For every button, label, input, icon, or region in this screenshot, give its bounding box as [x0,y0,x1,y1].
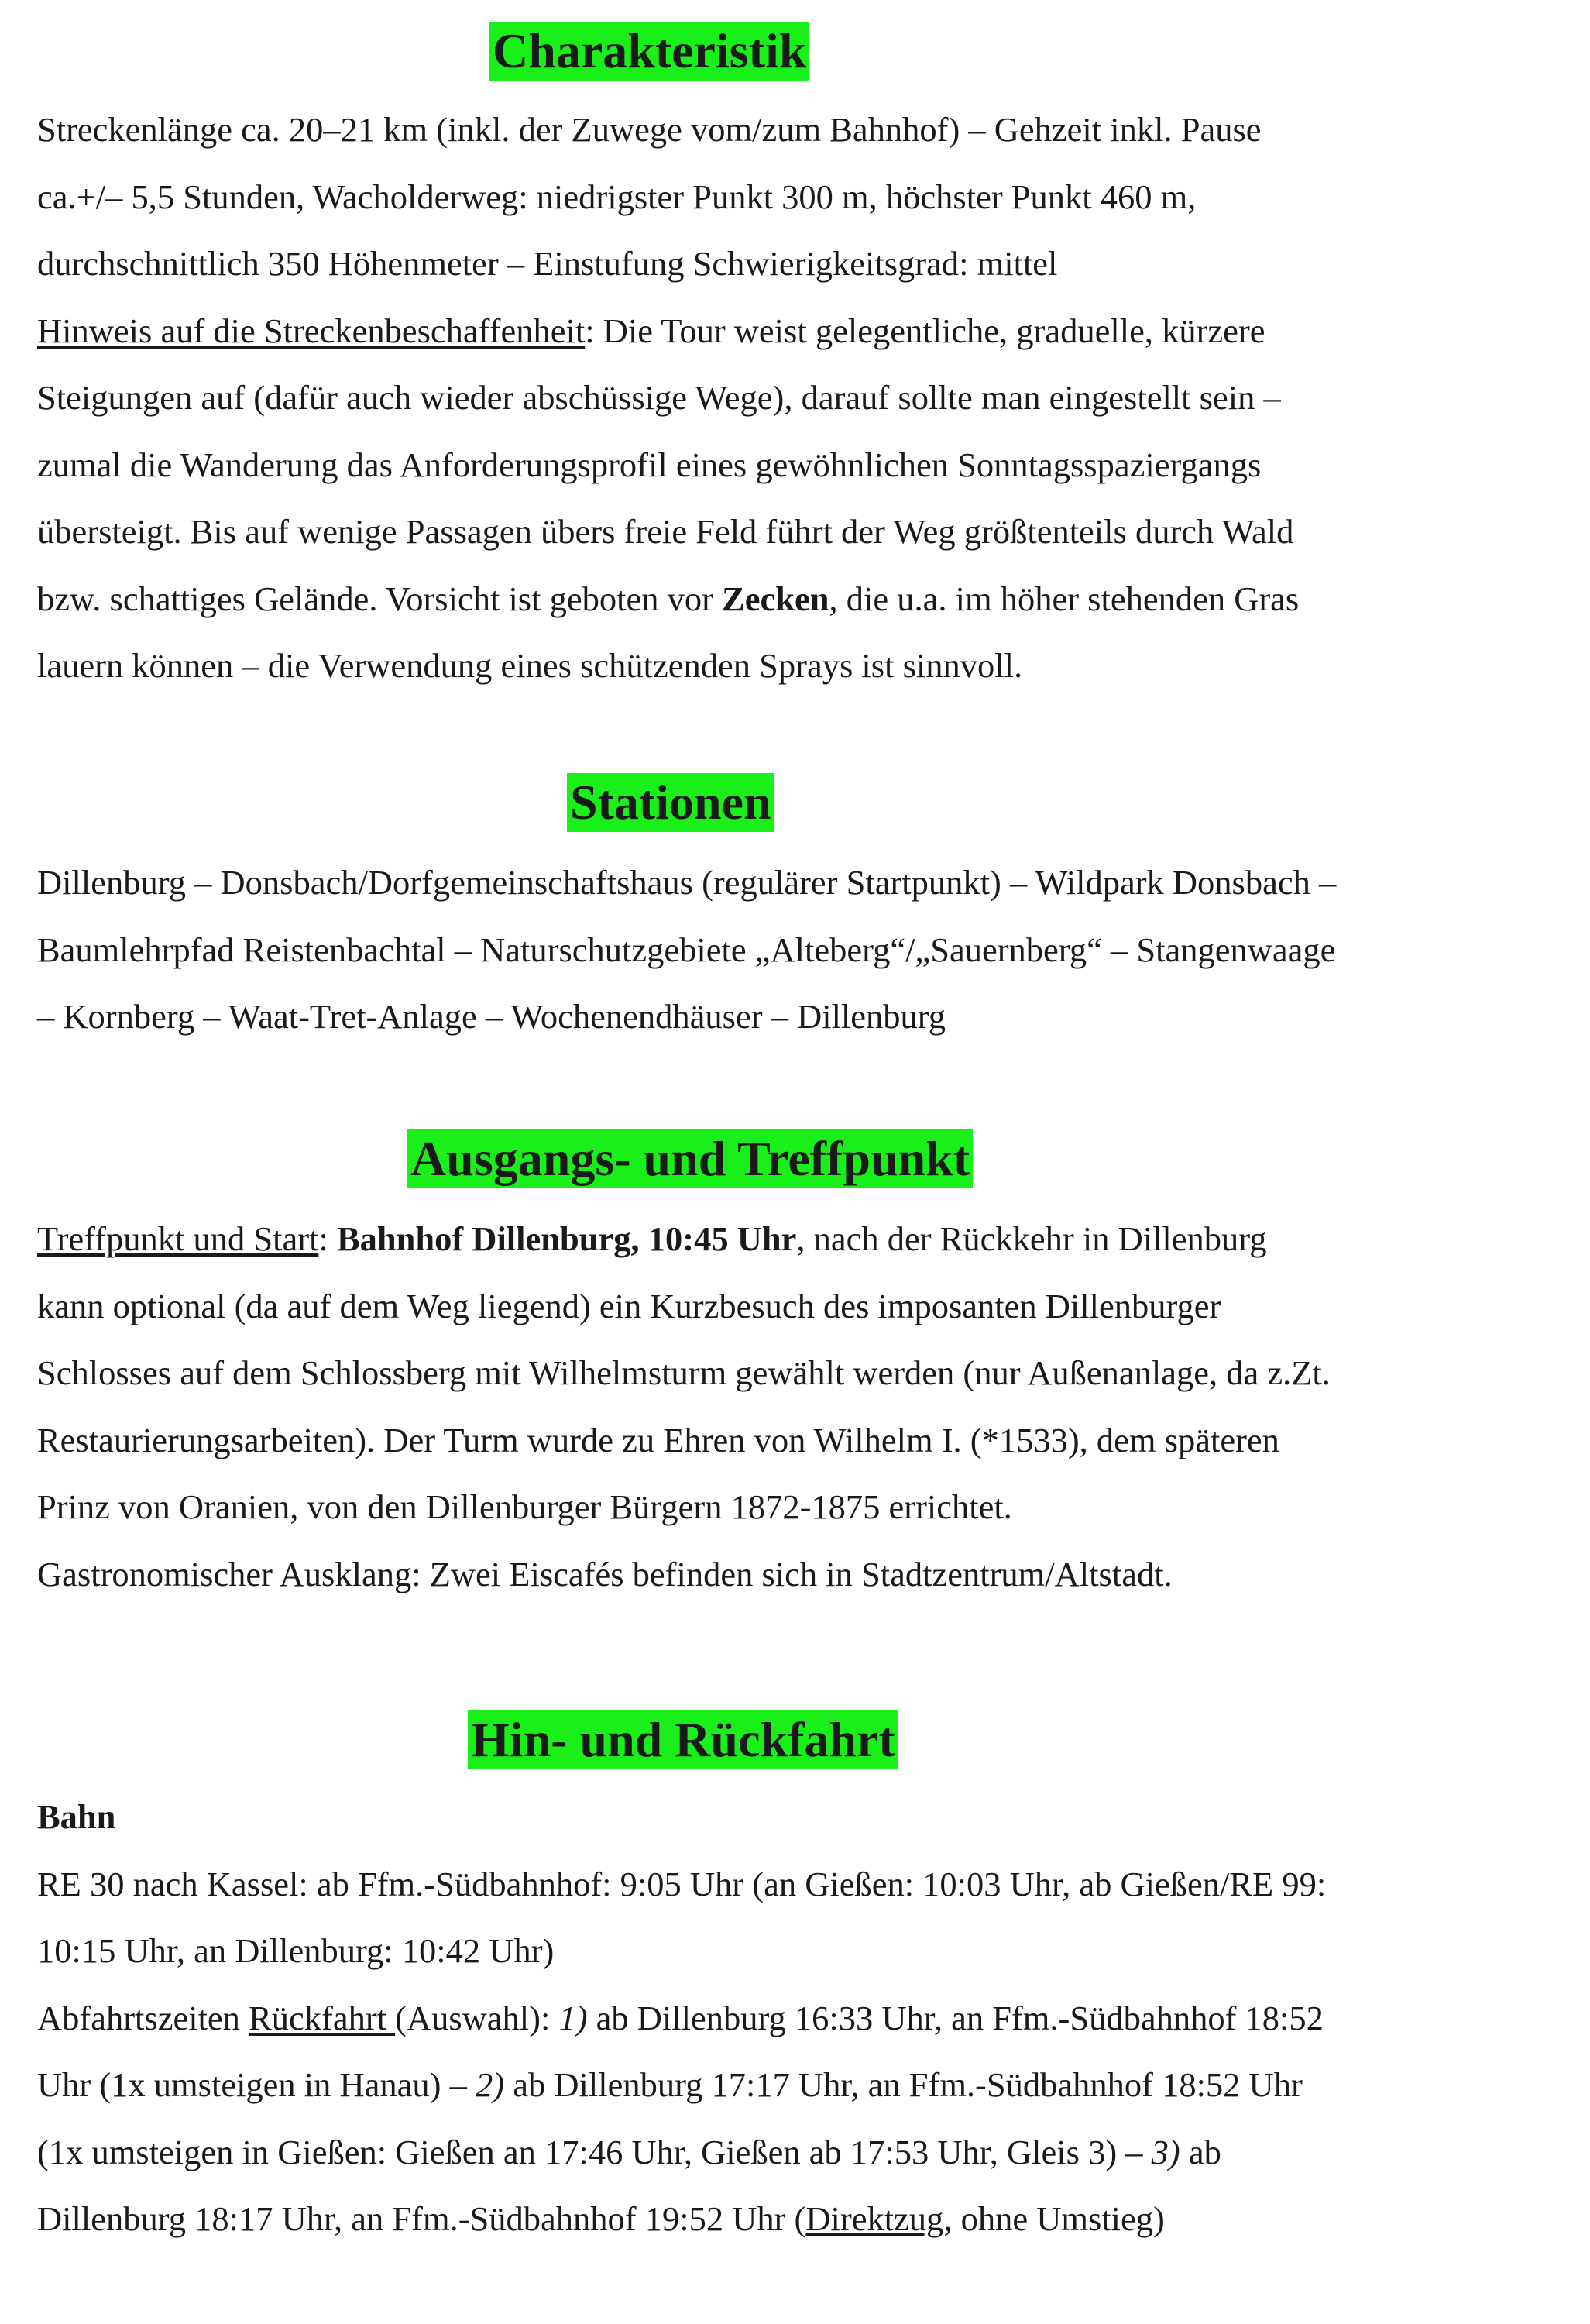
return-line [37,2119,1555,2186]
return-label: Rückfahrt [249,1998,396,2037]
hint-label: Hinweis auf die Streckenbeschaffenheit [37,311,586,350]
option-1-marker: 1) [558,1998,588,2037]
return-line [37,1985,1555,2052]
meeting-colon: : [318,1219,337,1258]
paragraph-line: Restaurierungsarbeiten). Der Turm wurde zu Ehren von Wilhelm I. (*1533), dem späteren [37,1420,1279,1459]
option-2-before: Uhr (1x umsteigen in Hanau) – [37,2065,476,2104]
return-prefix: Abfahrtszeiten [37,1998,249,2037]
heading-treffpunkt: Ausgangs- und Treffpunkt [407,1129,973,1188]
return-line [37,2051,1555,2119]
paragraph-line: Prinz von Oranien, von den Dillenburger Bürgern 1872-1875 errichtet. [37,1487,1012,1526]
paragraph-line: übersteigt. Bis auf wenige Passagen übers freie Feld führt der Weg größtenteils durch Wald [37,512,1294,551]
train-line: RE 30 nach Kassel: ab Ffm.-Südbahnhof: 9:05 Uhr (an Gießen: 10:03 Uhr, ab Gießen/RE 99: [37,1864,1327,1903]
paragraph-line: Gastronomischer Ausklang: Zwei Eiscafés befinden sich in Stadtzentrum/Altstadt. [37,1554,1173,1593]
option-3-before: (1x umsteigen in Gießen: Gießen an 17:46 Uhr, Gießen ab 17:53 Uhr, Gleis 3) – [37,2132,1152,2171]
hint-text: Die Tour weist gelegentliche, graduelle, kürzere [594,311,1265,350]
tick-word: Zecken [722,579,829,618]
last-before: Dillenburg 18:17 Uhr, an Ffm.-Südbahnhof 19:52 Uhr ( [37,2199,806,2238]
option-2-marker: 2) [476,2065,505,2104]
option-3-marker: 3) [1151,2132,1180,2171]
tick-text-before: bzw. schattiges Gelände. Vorsicht ist geboten vor [37,579,723,618]
heading-charakteristik: Charakteristik [489,22,809,81]
stations-line: – Kornberg – Waat-Tret-Anlage – Wochenendhäuser – Dillenburg [37,997,946,1036]
meeting-text: , nach der Rückkehr in Dillenburg [796,1219,1267,1258]
charakteristik-text [37,96,1555,700]
paragraph-line: Steigungen auf (dafür auch wieder abschüssige Wege), darauf sollte man eingestellt sein – [37,378,1281,417]
treffpunkt-text [37,1205,1555,1607]
paragraph-line: zumal die Wanderung das Anforderungsprofil eines gewöhnlichen Sonntagsspaziergangs [37,445,1262,484]
heading-stationen: Stationen [567,773,774,832]
paragraph-line: kann optional (da auf dem Weg liegend) ein Kurzbesuch des imposanten Dillenburger [37,1286,1221,1325]
stationen-text [37,849,1555,1050]
return-line [37,2185,1555,2253]
last-after: , ohne Umstieg) [943,2199,1165,2238]
direct-train-label: Direktzug [805,2199,944,2238]
option-2-text: ab Dillenburg 17:17 Uhr, an Ffm.-Südbahnhof 18:52 Uhr [504,2065,1303,2104]
heading-fahrt: Hin- und Rückfahrt [468,1710,898,1769]
hint-line [37,297,1555,365]
hint-colon: : [585,311,595,350]
train-line: 10:15 Uhr, an Dillenburg: 10:42 Uhr) [37,1931,555,1970]
paragraph-line: lauern können – die Verwendung eines schützenden Sprays ist sinnvoll. [37,646,1023,685]
fahrt-text [37,1783,1555,2253]
stations-line: Dillenburg – Donsbach/Dorfgemeinschaftshaus (regulärer Startpunkt) – Wildpark Donsbach – [37,863,1337,902]
paragraph-line: Streckenlänge ca. 20–21 km (inkl. der Zuwege vom/zum Bahnhof) – Gehzeit inkl. Pause [37,110,1262,149]
option-1-text: ab Dillenburg 16:33 Uhr, an Ffm.-Südbahnhof 18:52 [587,1998,1324,2037]
paragraph-line: durchschnittlich 350 Höhenmeter – Einstufung Schwierigkeitsgrad: mittel [37,244,1058,283]
tick-text-after: , die u.a. im höher stehenden Gras [829,579,1300,618]
meeting-label: Treffpunkt und Start [37,1219,319,1258]
option-3-text: ab [1180,2132,1221,2171]
paragraph-line: Schlosses auf dem Schlossberg mit Wilhelmsturm gewählt werden (nur Außenanlage, da z.Zt. [37,1353,1331,1392]
meeting-place-time: Bahnhof Dillenburg, 10:45 Uhr [336,1219,797,1258]
subheading-bahn: Bahn [37,1797,116,1836]
tick-warning-line [37,566,1555,633]
meeting-line [37,1205,1555,1273]
paragraph-line: ca.+/– 5,5 Stunden, Wacholderweg: niedrigster Punkt 300 m, höchster Punkt 460 m, [37,177,1197,216]
return-suffix: (Auswahl): [395,1998,559,2037]
stations-line: Baumlehrpfad Reistenbachtal – Naturschutzgebiete „Alteberg“/„Sauernberg“ – Stangenwaage [37,930,1336,969]
